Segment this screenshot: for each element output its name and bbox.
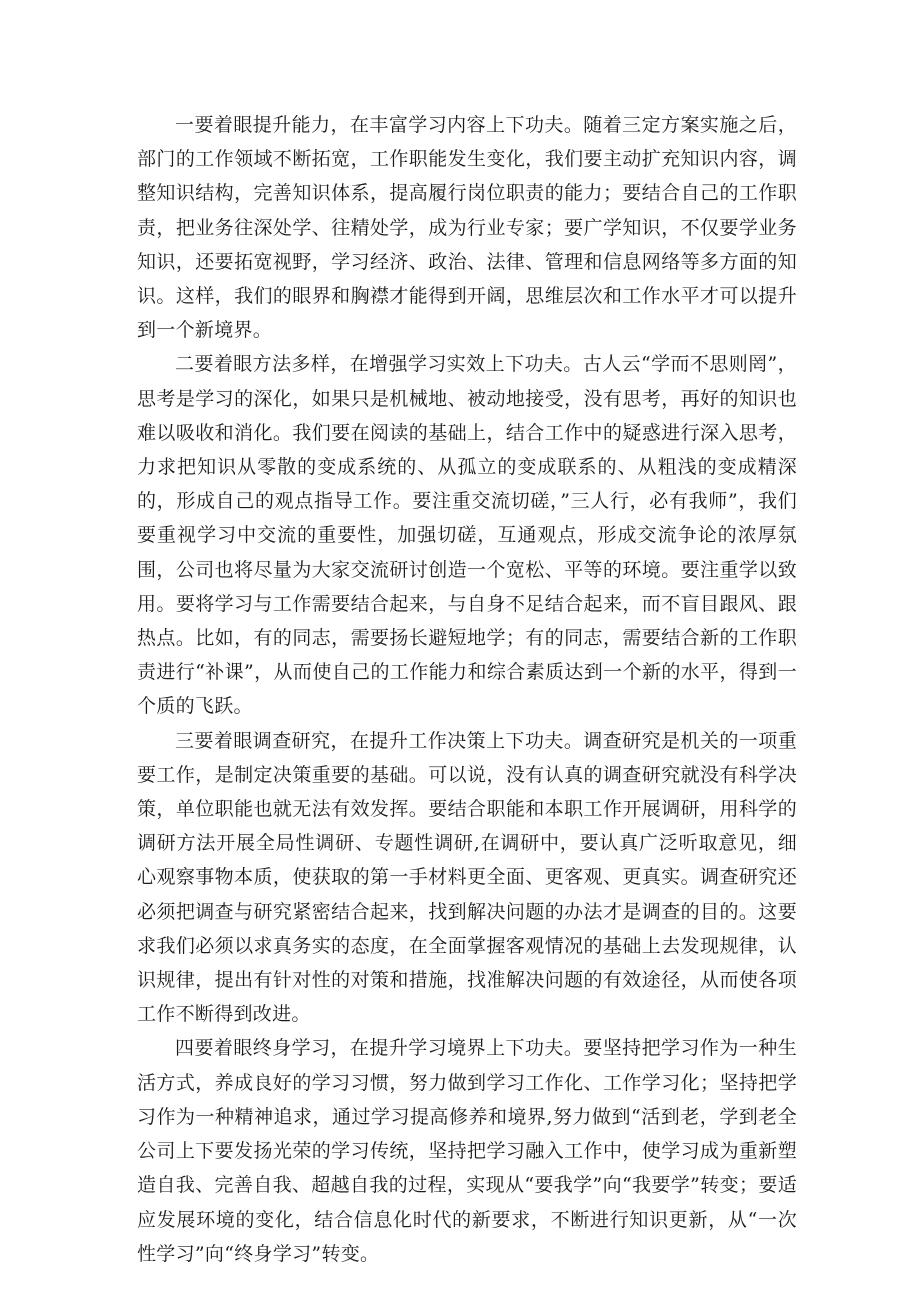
paragraph-methods: 二要着眼方法多样，在增强学习实效上下功夫。古人云“学而不思则罔”，思考是学习的深化，如果只是机械地、被动地接受，没有思考，再好的知识也难以吸收和消化。我们要在阅读的基础上，结合工作中的疑惑进行深入思考，力求把知识从零散的变成系统的、从孤立的变成联系的、从粗浅的变成精深的，形成自己的观点指导工作。要注重交流切磋，”三人行，必有我师”，我们要重视学习中交流的重要性，加强切磋，互通观点，形成交流争论的浓厚氛围，公司也将尽量为大家交流研讨创造一个宽松、平等的环境。要注重学以致用。要将学习与工作需要结合起来，与自身不足结合起来，而不盲目跟风、跟热点。比如，有的同志，需要扬长避短地学；有的同志，需要结合新的工作职责进行“补课”，从而使自己的工作能力和综合素质达到一个新的水平，得到一个质的飞跃。 (137, 353, 797, 718)
paragraph-research: 三要着眼调查研究，在提升工作决策上下功夫。调查研究是机关的一项重要工作，是制定决策重要的基础。可以说，没有认真的调查研究就没有科学决策，单位职能也就无法有效发挥。要结合职能和本职工作开展调研，用科学的调研方法开展全局性调研、专题性调研,在调研中，要认真广泛听取意见，细心观察事物本质，使获取的第一手材料更全面、更客观、更真实。调查研究还必须把调查与研究紧密结合起来，找到解决问题的办法才是调查的目的。这要求我们必须以求真务实的态度，在全面掌握客观情况的基础上去发现规律，认识规律，提出有针对性的对策和措施，找准解决问题的有效途径，从而使各项工作不断得到改进。 (137, 729, 797, 1026)
document-page (137, 108, 797, 1271)
paragraph-capability: 一要着眼提升能力，在丰富学习内容上下功夫。随着三定方案实施之后，部门的工作领域不断拓宽，工作职能发生变化，我们要主动扩充知识内容，调整知识结构，完善知识体系，提高履行岗位职责的能力；要结合自己的工作职责，把业务往深处学、往精处学，成为行业专家；要广学知识，不仅要学业务知识，还要拓宽视野，学习经济、政治、法律、管理和信息网络等多方面的知识。这样，我们的眼界和胸襟才能得到开阔，思维层次和工作水平才可以提升到一个新境界。 (137, 114, 797, 342)
paragraph-lifelong-learning: 四要着眼终身学习，在提升学习境界上下功夫。要坚持把学习作为一种生活方式，养成良好的学习习惯，努力做到学习工作化、工作学习化；坚持把学习作为一种精神追求，通过学习提高修养和境界,努力做到“活到老，学到老全公司上下要发扬光荣的学习传统，坚持把学习融入工作中，使学习成为重新塑造自我、完善自我、超越自我的过程，实现从“要我学”向“我要学”转变；要适应发展环境的变化，结合信息化时代的新要求，不断进行知识更新，从“一次性学习”向“终身学习”转变。 (137, 1037, 797, 1265)
